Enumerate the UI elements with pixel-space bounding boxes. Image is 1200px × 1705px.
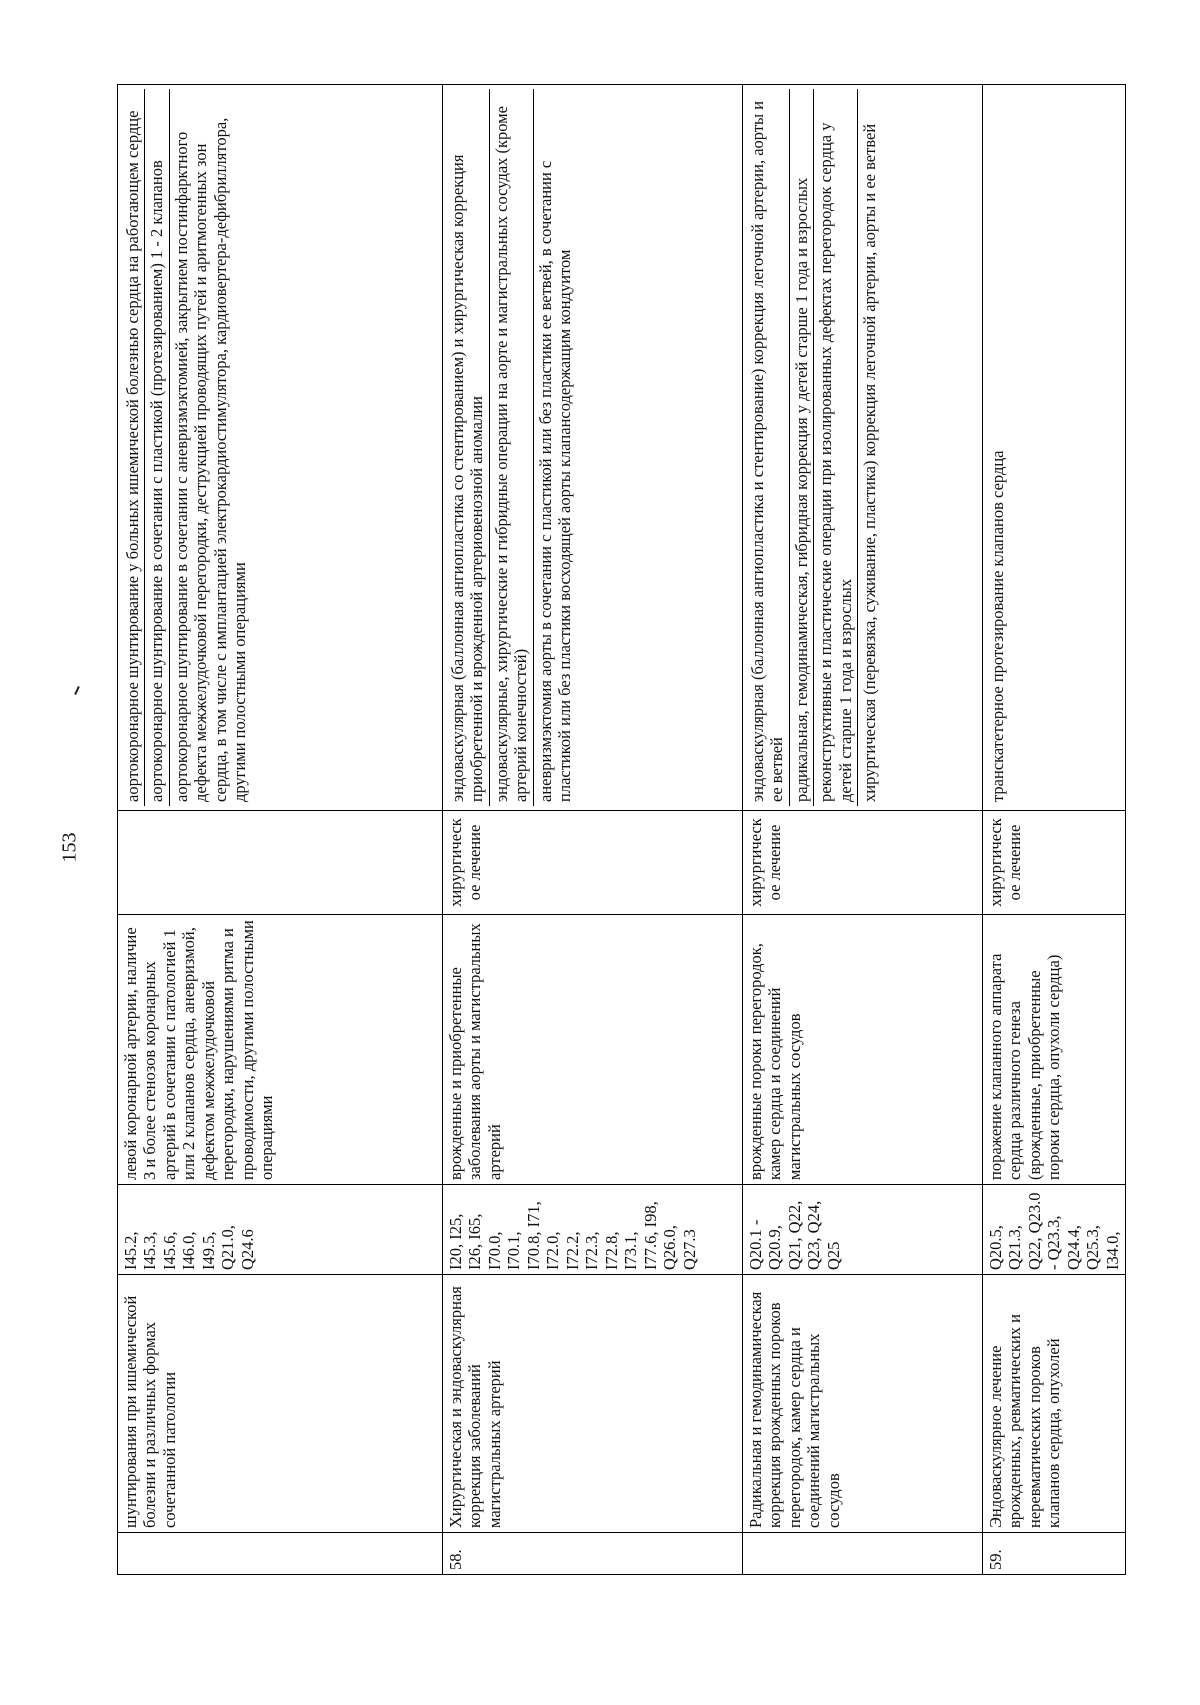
patient-model: врожденные пороки перегородок, камер сердца и соединений магистральных сосудов — [743, 915, 983, 1185]
treatment-methods — [983, 85, 1126, 811]
procedures-table — [117, 84, 1126, 1575]
icd-codes: I20, I25, I26, I65, I70.0, I70.1, I70.8, I71, I72.0, I72.2, I72.3, I72.8, I73.1, I77.6, I98, Q26.0, Q27.3 — [443, 1185, 743, 1275]
row-number — [118, 1533, 443, 1575]
treatment-methods — [118, 85, 443, 811]
icd-codes: Q20.1 - Q20.9, Q21, Q22, Q23, Q24, Q25 — [743, 1185, 983, 1275]
row-number: 59. — [983, 1533, 1126, 1575]
table-row — [983, 85, 1126, 1575]
scan-speck — [74, 686, 80, 695]
procedure-name: Эндоваскулярное лечение врожденных, ревматических и неревматических пороков клапанов сердца, опухолей — [983, 1275, 1126, 1533]
method-item: радикальная, гемодинамическая, гибридная коррекция у детей старше 1 года и взрослых — [790, 89, 814, 806]
method-item: хирургическая (перевязка, суживание, пластика) коррекция легочной артерии, аорты и ее ветвей — [860, 123, 880, 802]
treatment-kind — [118, 811, 443, 915]
method-item: реконструктивные и пластические операции при изолированных дефектах перегородок сердца у детей старше 1 года и взрослых — [814, 89, 858, 806]
row-number: 58. — [443, 1533, 743, 1575]
table-row — [118, 85, 443, 1575]
row-number — [743, 1533, 983, 1575]
method-item: аортокоронарное шунтирование у больных ишемической болезнью сердца на работающем сердце — [121, 89, 145, 806]
method-item: транскатетерное протезирование клапанов сердца — [988, 450, 1007, 802]
treatment-kind: хирургическое лечение — [443, 811, 743, 915]
method-item: аортокоронарное шунтирование в сочетании с аневризмэктомией, закрытием постинфарктного дефекта межжелудочковой перегородки, деструкцией проводящих путей и аритмогенных зон сердца, в том числе с имплантацией электрокардиостимулятора, кардиовертера-дефибриллятора, другими полостными операциями — [171, 117, 250, 802]
treatment-kind: хирургическое лечение — [743, 811, 983, 915]
procedure-name: Радикальная и гемодинамическая коррекция врожденных пороков перегородок, камер сердца и соединений магистральных сосудов — [743, 1275, 983, 1533]
method-item: эндоваскулярная (баллонная ангиопластика и стентирование) коррекция легочной артерии, аорты и ее ветвей — [746, 89, 790, 806]
patient-model: поражение клапанного аппарата сердца различного генеза (врожденные, приобретенные пороки сердца, опухоли сердца) — [983, 915, 1126, 1185]
table-row — [443, 85, 743, 1575]
patient-model: левой коронарной артерии, наличие 3 и более стенозов коронарных артерий в сочетании с патологией 1 или 2 клапанов сердца, аневризмой, дефектом межжелудочковой перегородки, нарушениями ритма и проводимости, другими полостными операциями — [118, 915, 443, 1185]
procedure-name: Хирургическая и эндоваскулярная коррекция заболеваний магистральных артерий — [443, 1275, 743, 1533]
icd-codes: I45.2, I45.3, I45.6, I46.0, I49.5, Q21.0, Q24.6 — [118, 1185, 443, 1275]
method-item: эндоваскулярная (баллонная ангиопластика со стентированием) и хирургическая коррекция приобретенной и врожденной артериовенозной аномалии — [446, 89, 490, 806]
procedure-name: шунтирования при ишемической болезни и различных формах сочетанной патологии — [118, 1275, 443, 1533]
patient-model: врожденные и приобретенные заболевания аорты и магистральных артерий — [443, 915, 743, 1185]
method-item: аневризмэктомия аорты в сочетании с пластикой или без пластики ее ветвей, в сочетании с пластикой или без пластики восходящей аорты клапансодержащим кондуитом — [535, 160, 575, 802]
icd-codes: Q20.5, Q21.3, Q22, Q23.0 - Q23.3, Q24.4, Q25.3, I34.0, — [983, 1185, 1126, 1275]
rotated-table-wrapper — [117, 85, 1122, 1575]
treatment-methods — [743, 85, 983, 811]
table-row — [743, 85, 983, 1575]
method-item: эндоваскулярные, хирургические и гибридные операции на аорте и магистральных сосудах (кроме артерий конечностей) — [490, 89, 534, 806]
method-item: аортокоронарное шунтирование в сочетании с пластикой (протезированием) 1 - 2 клапанов — [145, 89, 169, 806]
treatment-kind: хирургическое лечение — [983, 811, 1126, 915]
treatment-methods — [443, 85, 743, 811]
page-number: 153 — [58, 832, 81, 863]
